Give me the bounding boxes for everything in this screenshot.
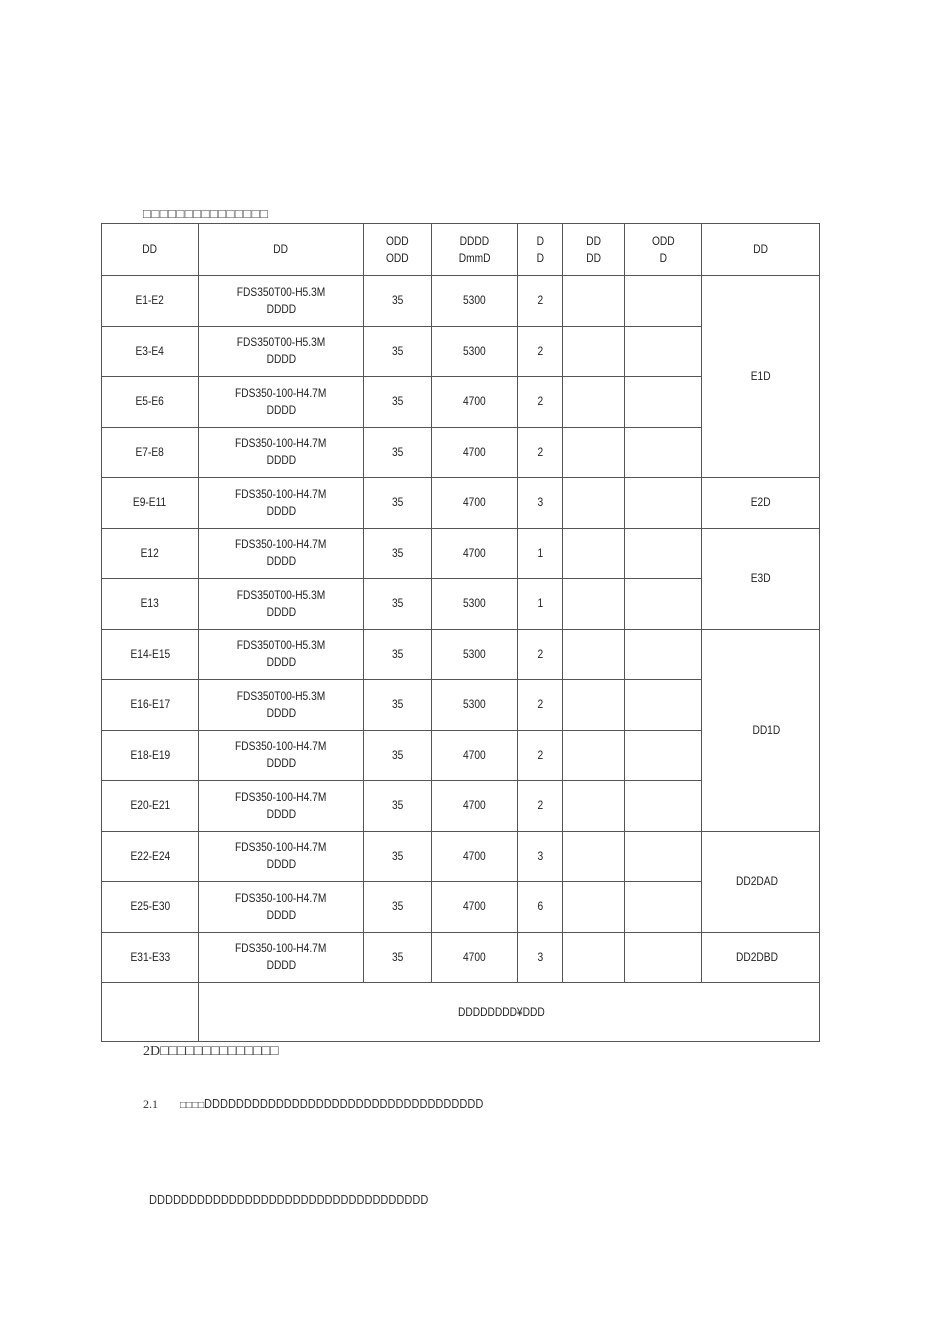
- group-cell: DD2DAD: [702, 831, 820, 932]
- group-cell: DD1D: [702, 629, 820, 831]
- group-cell: E1D: [702, 276, 820, 478]
- empty-cell: [625, 579, 702, 630]
- model-cell: FDS350T00-H5.3M DDDD: [199, 579, 364, 630]
- diameter-cell: 35: [364, 680, 432, 731]
- diameter-cell: 35: [364, 478, 432, 529]
- pile-id-cell: E20-E21: [102, 781, 199, 832]
- table-row: [102, 932, 820, 983]
- table-row: [102, 528, 820, 579]
- table-header-row: [102, 224, 820, 276]
- empty-cell: [102, 983, 199, 1042]
- header-cell: ODD D: [625, 224, 702, 276]
- quantity-cell: 3: [518, 478, 563, 529]
- model-cell: FDS350-100-H4.7M DDDD: [199, 528, 364, 579]
- section-title: DDDDDDDDDDDDDDDDDDDDDDDDDDDDDDDDDDD: [204, 1096, 484, 1111]
- model-cell: FDS350-100-H4.7M DDDD: [199, 427, 364, 478]
- pile-id-cell: E7-E8: [102, 427, 199, 478]
- empty-cell: [625, 831, 702, 882]
- quantity-cell: 3: [518, 932, 563, 983]
- model-cell: FDS350-100-H4.7M DDDD: [199, 882, 364, 933]
- model-cell: FDS350-100-H4.7M DDDD: [199, 730, 364, 781]
- header-cell: DDDD DmmD: [432, 224, 518, 276]
- quantity-cell: 2: [518, 326, 563, 377]
- empty-cell: [563, 680, 625, 731]
- model-cell: FDS350-100-H4.7M DDDD: [199, 932, 364, 983]
- empty-cell: [563, 781, 625, 832]
- table-row: [102, 478, 820, 529]
- pile-id-cell: E5-E6: [102, 377, 199, 428]
- empty-cell: [563, 478, 625, 529]
- section-2-1-heading: [143, 1096, 533, 1112]
- length-cell: 5300: [432, 680, 518, 731]
- empty-cell: [625, 427, 702, 478]
- length-cell: 4700: [432, 882, 518, 933]
- empty-cell: [625, 781, 702, 832]
- empty-cell: [563, 427, 625, 478]
- length-cell: 4700: [432, 831, 518, 882]
- header-cell: DD: [102, 224, 199, 276]
- header-cell: DD: [199, 224, 364, 276]
- section-number: 2.1: [143, 1097, 158, 1111]
- model-cell: FDS350T00-H5.3M DDDD: [199, 629, 364, 680]
- empty-cell: [625, 478, 702, 529]
- model-cell: FDS350T00-H5.3M DDDD: [199, 276, 364, 327]
- pile-id-cell: E1-E2: [102, 276, 199, 327]
- empty-cell: [563, 377, 625, 428]
- pile-table: [101, 223, 820, 1042]
- quantity-cell: 2: [518, 781, 563, 832]
- quantity-cell: 1: [518, 528, 563, 579]
- model-cell: FDS350-100-H4.7M DDDD: [199, 478, 364, 529]
- diameter-cell: 35: [364, 932, 432, 983]
- diameter-cell: 35: [364, 377, 432, 428]
- empty-cell: [563, 326, 625, 377]
- pile-id-cell: E31-E33: [102, 932, 199, 983]
- header-cell: ODD ODD: [364, 224, 432, 276]
- table-row: [102, 831, 820, 882]
- length-cell: 5300: [432, 579, 518, 630]
- group-cell: E2D: [702, 478, 820, 529]
- empty-cell: [625, 932, 702, 983]
- empty-cell: [563, 730, 625, 781]
- pile-id-cell: E12: [102, 528, 199, 579]
- empty-cell: [625, 882, 702, 933]
- pile-id-cell: E22-E24: [102, 831, 199, 882]
- diameter-cell: 35: [364, 781, 432, 832]
- section-prefix: □□□□: [180, 1100, 205, 1111]
- diameter-cell: 35: [364, 326, 432, 377]
- diameter-cell: 35: [364, 276, 432, 327]
- pile-id-cell: E16-E17: [102, 680, 199, 731]
- model-cell: FDS350T00-H5.3M DDDD: [199, 680, 364, 731]
- diameter-cell: 35: [364, 831, 432, 882]
- model-cell: FDS350T00-H5.3M DDDD: [199, 326, 364, 377]
- empty-cell: [563, 831, 625, 882]
- group-cell: E3D: [702, 528, 820, 629]
- length-cell: 4700: [432, 528, 518, 579]
- quantity-cell: 1: [518, 579, 563, 630]
- length-cell: 5300: [432, 326, 518, 377]
- quantity-cell: 2: [518, 377, 563, 428]
- empty-cell: [625, 377, 702, 428]
- quantity-cell: 2: [518, 680, 563, 731]
- model-cell: FDS350-100-H4.7M DDDD: [199, 377, 364, 428]
- diameter-cell: 35: [364, 528, 432, 579]
- diameter-cell: 35: [364, 579, 432, 630]
- diameter-cell: 35: [364, 730, 432, 781]
- table-row: [102, 629, 820, 680]
- empty-cell: [563, 932, 625, 983]
- header-cell: DD: [702, 224, 820, 276]
- quantity-cell: 2: [518, 276, 563, 327]
- empty-cell: [563, 579, 625, 630]
- quantity-cell: 6: [518, 882, 563, 933]
- pile-id-cell: E18-E19: [102, 730, 199, 781]
- length-cell: 4700: [432, 781, 518, 832]
- empty-cell: [563, 528, 625, 579]
- empty-cell: [563, 882, 625, 933]
- length-cell: 4700: [432, 377, 518, 428]
- pile-id-cell: E14-E15: [102, 629, 199, 680]
- quantity-cell: 2: [518, 629, 563, 680]
- model-cell: FDS350-100-H4.7M DDDD: [199, 781, 364, 832]
- pile-id-cell: E25-E30: [102, 882, 199, 933]
- length-cell: 4700: [432, 427, 518, 478]
- header-cell: D D: [518, 224, 563, 276]
- pile-id-cell: E13: [102, 579, 199, 630]
- empty-cell: [625, 730, 702, 781]
- diameter-cell: 35: [364, 427, 432, 478]
- empty-cell: [625, 326, 702, 377]
- empty-cell: [625, 680, 702, 731]
- length-cell: 5300: [432, 276, 518, 327]
- empty-cell: [563, 629, 625, 680]
- empty-cell: [563, 276, 625, 327]
- diameter-cell: 35: [364, 629, 432, 680]
- model-cell: FDS350-100-H4.7M DDDD: [199, 831, 364, 882]
- header-cell: DD DD: [563, 224, 625, 276]
- empty-cell: [625, 629, 702, 680]
- pile-id-cell: E9-E11: [102, 478, 199, 529]
- quantity-cell: 3: [518, 831, 563, 882]
- section-2-heading: 2D□□□□□□□□□□□□□□: [143, 1044, 279, 1059]
- pile-id-cell: E3-E4: [102, 326, 199, 377]
- quantity-cell: 2: [518, 730, 563, 781]
- diameter-cell: 35: [364, 882, 432, 933]
- group-cell: DD2DBD: [702, 932, 820, 983]
- length-cell: 4700: [432, 730, 518, 781]
- empty-cell: [625, 276, 702, 327]
- length-cell: 5300: [432, 629, 518, 680]
- empty-cell: [625, 528, 702, 579]
- total-cell: DDDDDDDD¥DDD: [199, 983, 820, 1042]
- length-cell: 4700: [432, 478, 518, 529]
- length-cell: 4700: [432, 932, 518, 983]
- table-caption: □□□□□□□□□□□□□□□: [143, 206, 269, 221]
- table-row: [102, 276, 820, 327]
- quantity-cell: 2: [518, 427, 563, 478]
- total-row: [102, 983, 820, 1042]
- body-paragraph: DDDDDDDDDDDDDDDDDDDDDDDDDDDDDDDDDDD: [149, 1192, 429, 1207]
